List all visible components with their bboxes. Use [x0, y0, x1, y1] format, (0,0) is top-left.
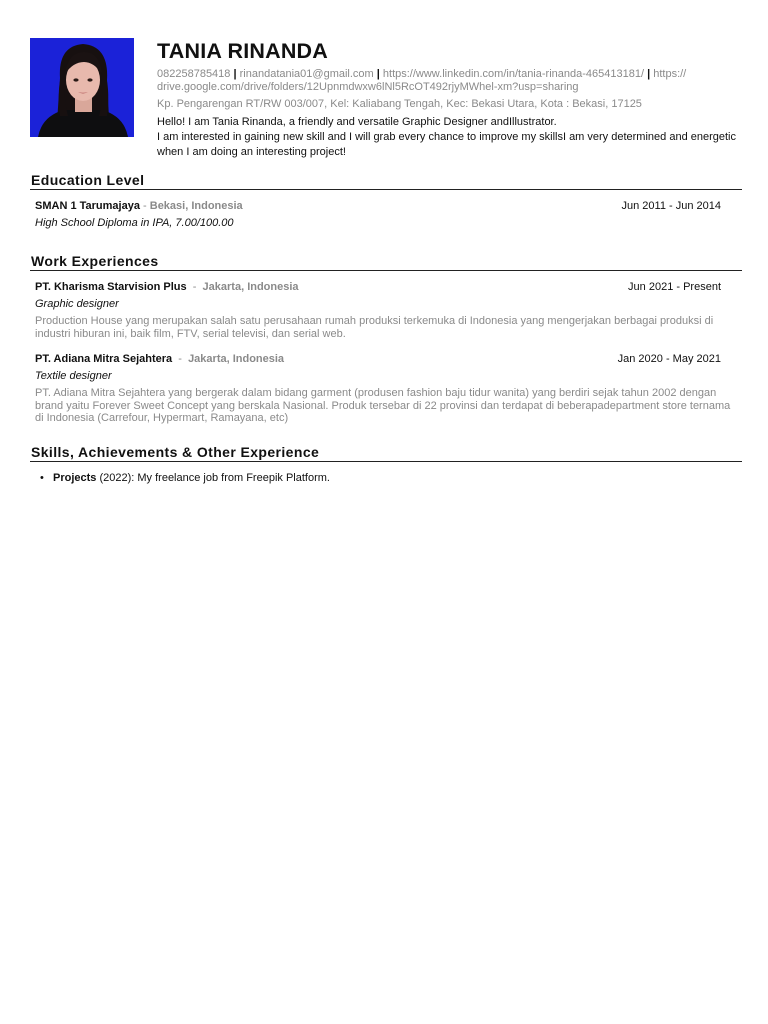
list-item — [40, 472, 742, 485]
work-entry — [30, 280, 742, 340]
degree: High School Diploma in IPA, 7.00/100.00 — [35, 217, 234, 229]
candidate-name: TANIA RINANDA — [157, 39, 328, 63]
entry-header — [35, 199, 732, 213]
portfolio-link[interactable]: https:// drive.google.com/drive/folders/12Upnmdwxw6lNl5RcOT492rjyMWhel-xm?usp=sharing — [157, 68, 687, 93]
job-title: Textile designer — [35, 370, 112, 382]
location: Jakarta, Indonesia — [188, 353, 285, 365]
institution-name: SMAN 1 Tarumajaya — [35, 200, 140, 212]
location: Jakarta, Indonesia — [202, 281, 299, 293]
summary-line: I am interested in gaining new skill and I will grab every chance to improve my skillsI am very determined and energetic when I am doing an interesting project! — [157, 131, 736, 158]
date-range: Jan 2020 - May 2021 — [617, 353, 721, 365]
work-section — [30, 252, 742, 425]
company-name: PT. Kharisma Starvision Plus — [35, 281, 187, 293]
item-label: Projects — [53, 472, 97, 484]
entry-header — [35, 280, 732, 294]
company-name: PT. Adiana Mitra Sejahtera — [35, 353, 173, 365]
header-info — [157, 38, 745, 160]
entry-header — [35, 352, 732, 366]
date-range: Jun 2011 - Jun 2014 — [621, 200, 721, 212]
section-title: Skills, Achievements & Other Experience — [30, 443, 742, 462]
separator: | — [233, 68, 237, 80]
resume-header — [30, 38, 742, 160]
address: Kp. Pengarengan RT/RW 003/007, Kel: Kaliabang Tengah, Kec: Bekasi Utara, Kota : Bekasi, 17125 — [157, 98, 642, 110]
location: Bekasi, Indonesia — [149, 200, 243, 212]
email-link[interactable]: rinandatania01@gmail.com — [239, 68, 374, 80]
separator: | — [647, 68, 651, 80]
section-title: Work Experiences — [30, 252, 742, 271]
section-title: Education Level — [30, 171, 742, 190]
item-text: (2022): My freelance job from Freepik Platform. — [96, 472, 330, 484]
date-range: Jun 2021 - Present — [628, 281, 721, 293]
dash: - — [143, 200, 147, 212]
job-title: Graphic designer — [35, 298, 119, 310]
education-entry — [30, 199, 742, 230]
phone-number: 082258785418 — [157, 68, 231, 80]
dash: - — [178, 353, 182, 365]
separator: | — [376, 68, 380, 80]
summary-line: Hello! I am Tania Rinanda, a friendly and versatile Graphic Designer andIllustrator. — [157, 116, 557, 128]
bullet: • — [40, 472, 44, 484]
contact-line — [157, 68, 745, 93]
skills-section — [30, 443, 742, 485]
summary — [157, 115, 745, 160]
skills-list — [30, 472, 742, 485]
education-section — [30, 171, 742, 230]
profile-photo — [30, 38, 134, 137]
linkedin-link[interactable]: https://www.linkedin.com/in/tania-rinanda-465413181/ — [382, 68, 645, 80]
job-description: Production House yang merupakan salah satu perusahaan rumah produksi terkemuka di Indonesia yang mengerjakan berbagai produksi di industri hiburan ini, baik film, FTV, serial televisi, dan serial web. — [35, 315, 714, 340]
dash: - — [192, 281, 197, 293]
work-entry — [30, 352, 742, 425]
job-description: PT. Adiana Mitra Sejahtera yang bergerak dalam bidang garment (produsen fashion baju tidur wanita) yang berdiri sejak tahun 2002 dengan brand yaitu Forever Sweet Concept yang berskala Nasional. Produk tersebar di 22 provinsi dan terdapat di beberapadepartment store ternama di Indonesia (Carrefour, Hypermart, Ramayana, etc) — [35, 387, 731, 424]
